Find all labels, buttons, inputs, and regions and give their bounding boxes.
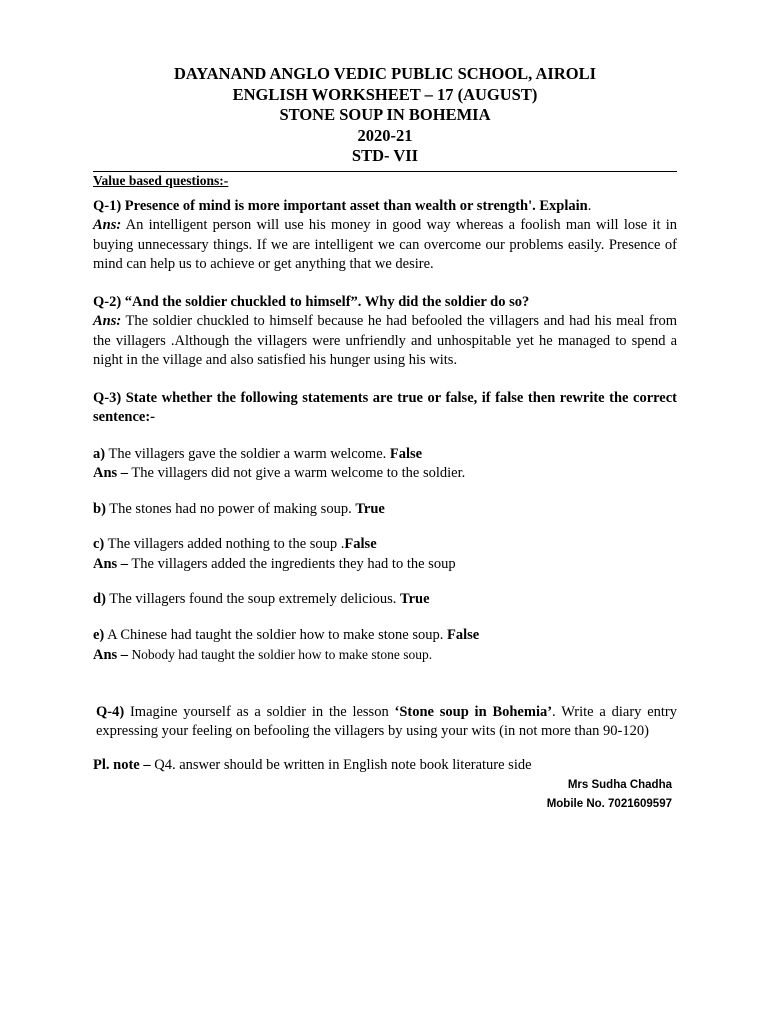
question-1-period: .	[587, 197, 592, 214]
item-b-label: b)	[93, 500, 106, 517]
item-d-verdict: True	[400, 591, 430, 607]
note-text: Q4. answer should be written in English note book literature side	[150, 756, 532, 773]
item-d-statement: The villagers found the soup extremely delicious.	[105, 591, 400, 607]
question-4-text-after: . Write a diary entry expressing your feeling on befooling the villagers by using your wits (in not more than 90-120)	[96, 703, 677, 739]
signature-block	[547, 776, 672, 814]
item-e-ans-label: Ans –	[93, 647, 129, 663]
academic-year: 2020-21	[357, 125, 413, 145]
true-false-item-b	[93, 500, 677, 520]
standard: STD- VII	[351, 146, 419, 165]
worksheet-title: ENGLISH WORKSHEET – 17 (AUGUST)	[232, 84, 538, 104]
item-a-label: a)	[93, 445, 106, 462]
answer-2-text: The soldier chuckled to himself because he had befooled the villagers and had his meal from the villagers .Although the villagers were unfriendly and unhospitable yet he managed to spend a night in the village and also satisfied his hunger using his wits.	[93, 313, 677, 368]
item-e-statement: A Chinese had taught the soldier how to make stone soup.	[104, 626, 447, 643]
header-divider	[93, 171, 677, 172]
item-c-label: c)	[93, 536, 105, 552]
question-4-text-before: Imagine yourself as a soldier in the lesson	[124, 703, 395, 720]
item-a-verdict: False	[389, 445, 423, 462]
question-3-text: Q-3) State whether the following statements are true or false, if false then rewrite the correct sentence:-	[93, 389, 677, 425]
question-2	[93, 293, 677, 371]
question-1	[93, 197, 677, 275]
question-4	[93, 703, 677, 742]
worksheet-header	[93, 64, 677, 167]
question-4-label: Q-4)	[96, 703, 125, 720]
question-4-lesson-ref: ‘Stone soup in Bohemia’	[394, 703, 553, 720]
item-b-verdict: True	[355, 500, 385, 517]
answer-1-text: An intelligent person will use his money in good way whereas a foolish man will lose it in buying unnecessary things. If we are intelligent we can overcome our problems easily. Presence of mind can help us to achieve or get anything that we desire.	[93, 217, 677, 272]
question-1-text: Q-1) Presence of mind is more important asset than wealth or strength'. Explain	[93, 197, 588, 214]
lesson-title: STONE SOUP IN BOHEMIA	[279, 105, 491, 124]
note-label: Pl. note –	[93, 756, 151, 773]
item-e-verdict: False	[446, 626, 480, 643]
question-3	[93, 389, 677, 666]
answer-2-label: Ans:	[93, 313, 122, 329]
item-a-statement: The villagers gave the soldier a warm welcome.	[105, 445, 390, 462]
teacher-name: Mrs Sudha Chadha	[567, 779, 672, 791]
item-a-answer: The villagers did not give a warm welcome to the soldier.	[128, 465, 466, 481]
item-c-answer: The villagers added the ingredients they had to the soup	[128, 555, 456, 572]
answer-1-label: Ans:	[93, 217, 122, 233]
true-false-item-a	[93, 445, 677, 484]
item-c-statement: The villagers added nothing to the soup .	[104, 536, 345, 552]
note	[93, 756, 677, 776]
true-false-item-d	[93, 590, 677, 610]
question-2-text: Q-2) “And the soldier chuckled to himself”. Why did the soldier do so?	[93, 293, 530, 310]
item-c-verdict: False	[344, 536, 377, 552]
item-c-ans-label: Ans –	[93, 555, 129, 572]
true-false-item-e	[93, 626, 677, 666]
item-b-statement: The stones had no power of making soup.	[105, 500, 356, 517]
worksheet-page	[93, 64, 677, 775]
school-name: DAYANAND ANGLO VEDIC PUBLIC SCHOOL, AIROLI	[173, 64, 597, 83]
item-e-answer: Nobody had taught the soldier how to make stone soup.	[128, 647, 433, 662]
section-title: Value based questions:-	[93, 172, 229, 188]
item-e-label: e)	[93, 626, 105, 643]
true-false-item-c	[93, 535, 677, 574]
item-a-ans-label: Ans –	[93, 465, 129, 481]
item-d-label: d)	[93, 591, 106, 607]
teacher-mobile: Mobile No. 7021609597	[546, 798, 672, 810]
